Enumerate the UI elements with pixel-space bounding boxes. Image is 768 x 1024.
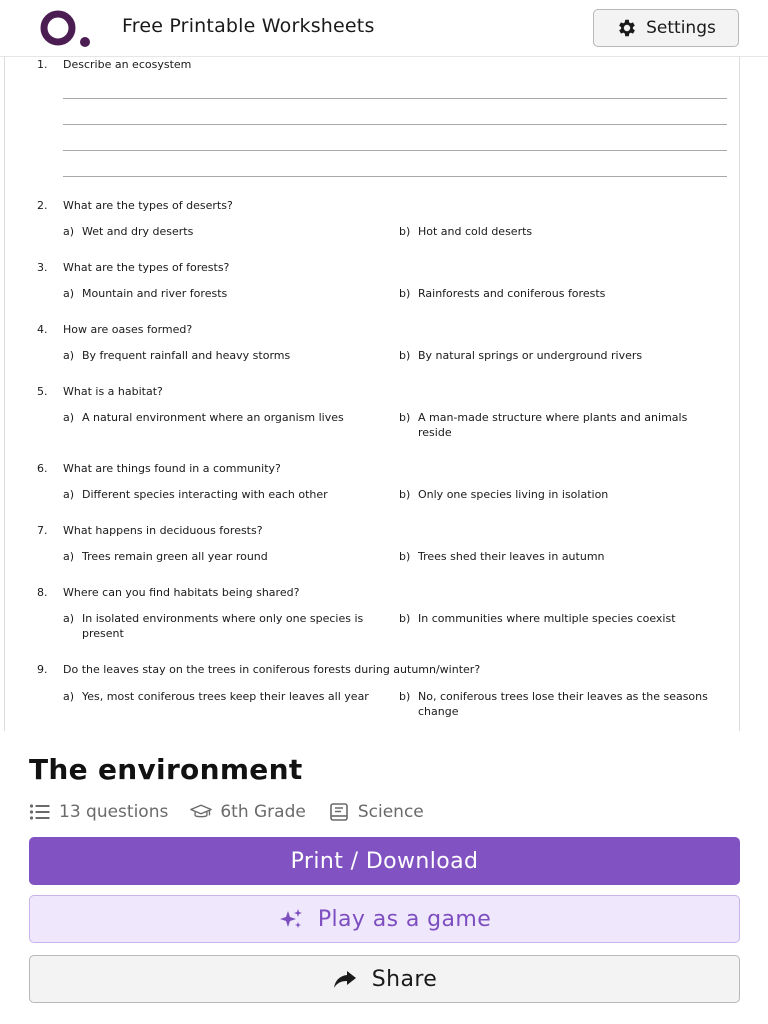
question-text: What are the types of deserts? bbox=[63, 199, 233, 212]
meta-subject bbox=[328, 802, 424, 822]
question-text: What is a habitat? bbox=[63, 385, 163, 398]
question-number: 3. bbox=[37, 261, 48, 274]
question-text: Do the leaves stay on the trees in coniferous forests during autumn/winter? bbox=[63, 663, 481, 676]
question-number: 1. bbox=[37, 58, 48, 71]
question-number: 5. bbox=[37, 385, 48, 398]
question-text: How are oases formed? bbox=[63, 323, 193, 336]
book-icon bbox=[328, 802, 350, 822]
play-as-game-label: Play as a game bbox=[317, 906, 492, 932]
question-text: What are the types of forests? bbox=[63, 261, 230, 274]
answer-line bbox=[63, 150, 727, 151]
worksheet-meta bbox=[29, 800, 446, 824]
answer-line bbox=[63, 124, 727, 125]
question-number: 4. bbox=[37, 323, 48, 336]
top-bar bbox=[0, 0, 768, 57]
sparkle-icon bbox=[278, 907, 304, 931]
question-number: 8. bbox=[37, 586, 48, 599]
settings-label: Settings bbox=[646, 18, 716, 38]
worksheet-preview[interactable]: 1. Describe an ecosystem 2. What are the types of deserts? a) Wet and dry deserts b) Hot and cold deserts 3. What are the types of forests? a) Mountain and river forests b) Rainforests and coniferous forests 4. How are oases formed? a) By frequent rainfall and heavy storms b) By natural springs or underground rivers 5. What is a habitat? a) A natural environment where an organism lives b) A man-made structure where plants and animals reside 6. What are things found in a community? a) Different species interacting with each other b) Only one species living in isolation 7. What happens in deciduous forests? a) Trees remain green all year round b) Trees shed their leaves in autumn 8. Where can you find habitats being shared? a) In isolated environments where only one species is present b) In communities where multiple species coexist 9. Do the leaves stay on the trees in coniferous forests during autumn/winter? a) Yes, most coniferous trees keep their leaves all year b) No, coniferous trees lose their leaves as the seasons change bbox=[4, 57, 740, 731]
meta-questions bbox=[29, 802, 168, 822]
print-download-label: Print / Download bbox=[290, 848, 479, 874]
question-number: 6. bbox=[37, 462, 48, 475]
meta-grade bbox=[190, 802, 306, 822]
subject: Science bbox=[357, 802, 424, 822]
question-number: 9. bbox=[37, 663, 48, 676]
question-text: Describe an ecosystem bbox=[63, 58, 192, 71]
logo-icon[interactable] bbox=[36, 9, 94, 49]
worksheet-title: The environment bbox=[29, 753, 303, 786]
answer-line bbox=[63, 176, 727, 177]
print-download-button[interactable] bbox=[29, 837, 740, 885]
answer-line bbox=[63, 98, 727, 99]
question-number: 2. bbox=[37, 199, 48, 212]
share-arrow-icon bbox=[332, 967, 358, 991]
graduation-cap-icon bbox=[190, 802, 212, 822]
question-text: Where can you find habitats being shared? bbox=[63, 586, 300, 599]
question-number: 7. bbox=[37, 524, 48, 537]
settings-button[interactable] bbox=[593, 9, 739, 47]
share-label: Share bbox=[371, 966, 438, 992]
question-text: What happens in deciduous forests? bbox=[63, 524, 263, 537]
list-icon bbox=[29, 802, 51, 822]
share-button[interactable] bbox=[29, 955, 740, 1003]
grade-level: 6th Grade bbox=[220, 802, 306, 822]
gear-icon bbox=[616, 17, 638, 39]
app-title: Free Printable Worksheets bbox=[122, 15, 375, 37]
play-as-game-button[interactable] bbox=[29, 895, 740, 943]
question-count: 13 questions bbox=[59, 802, 169, 822]
question-text: What are things found in a community? bbox=[63, 462, 281, 475]
